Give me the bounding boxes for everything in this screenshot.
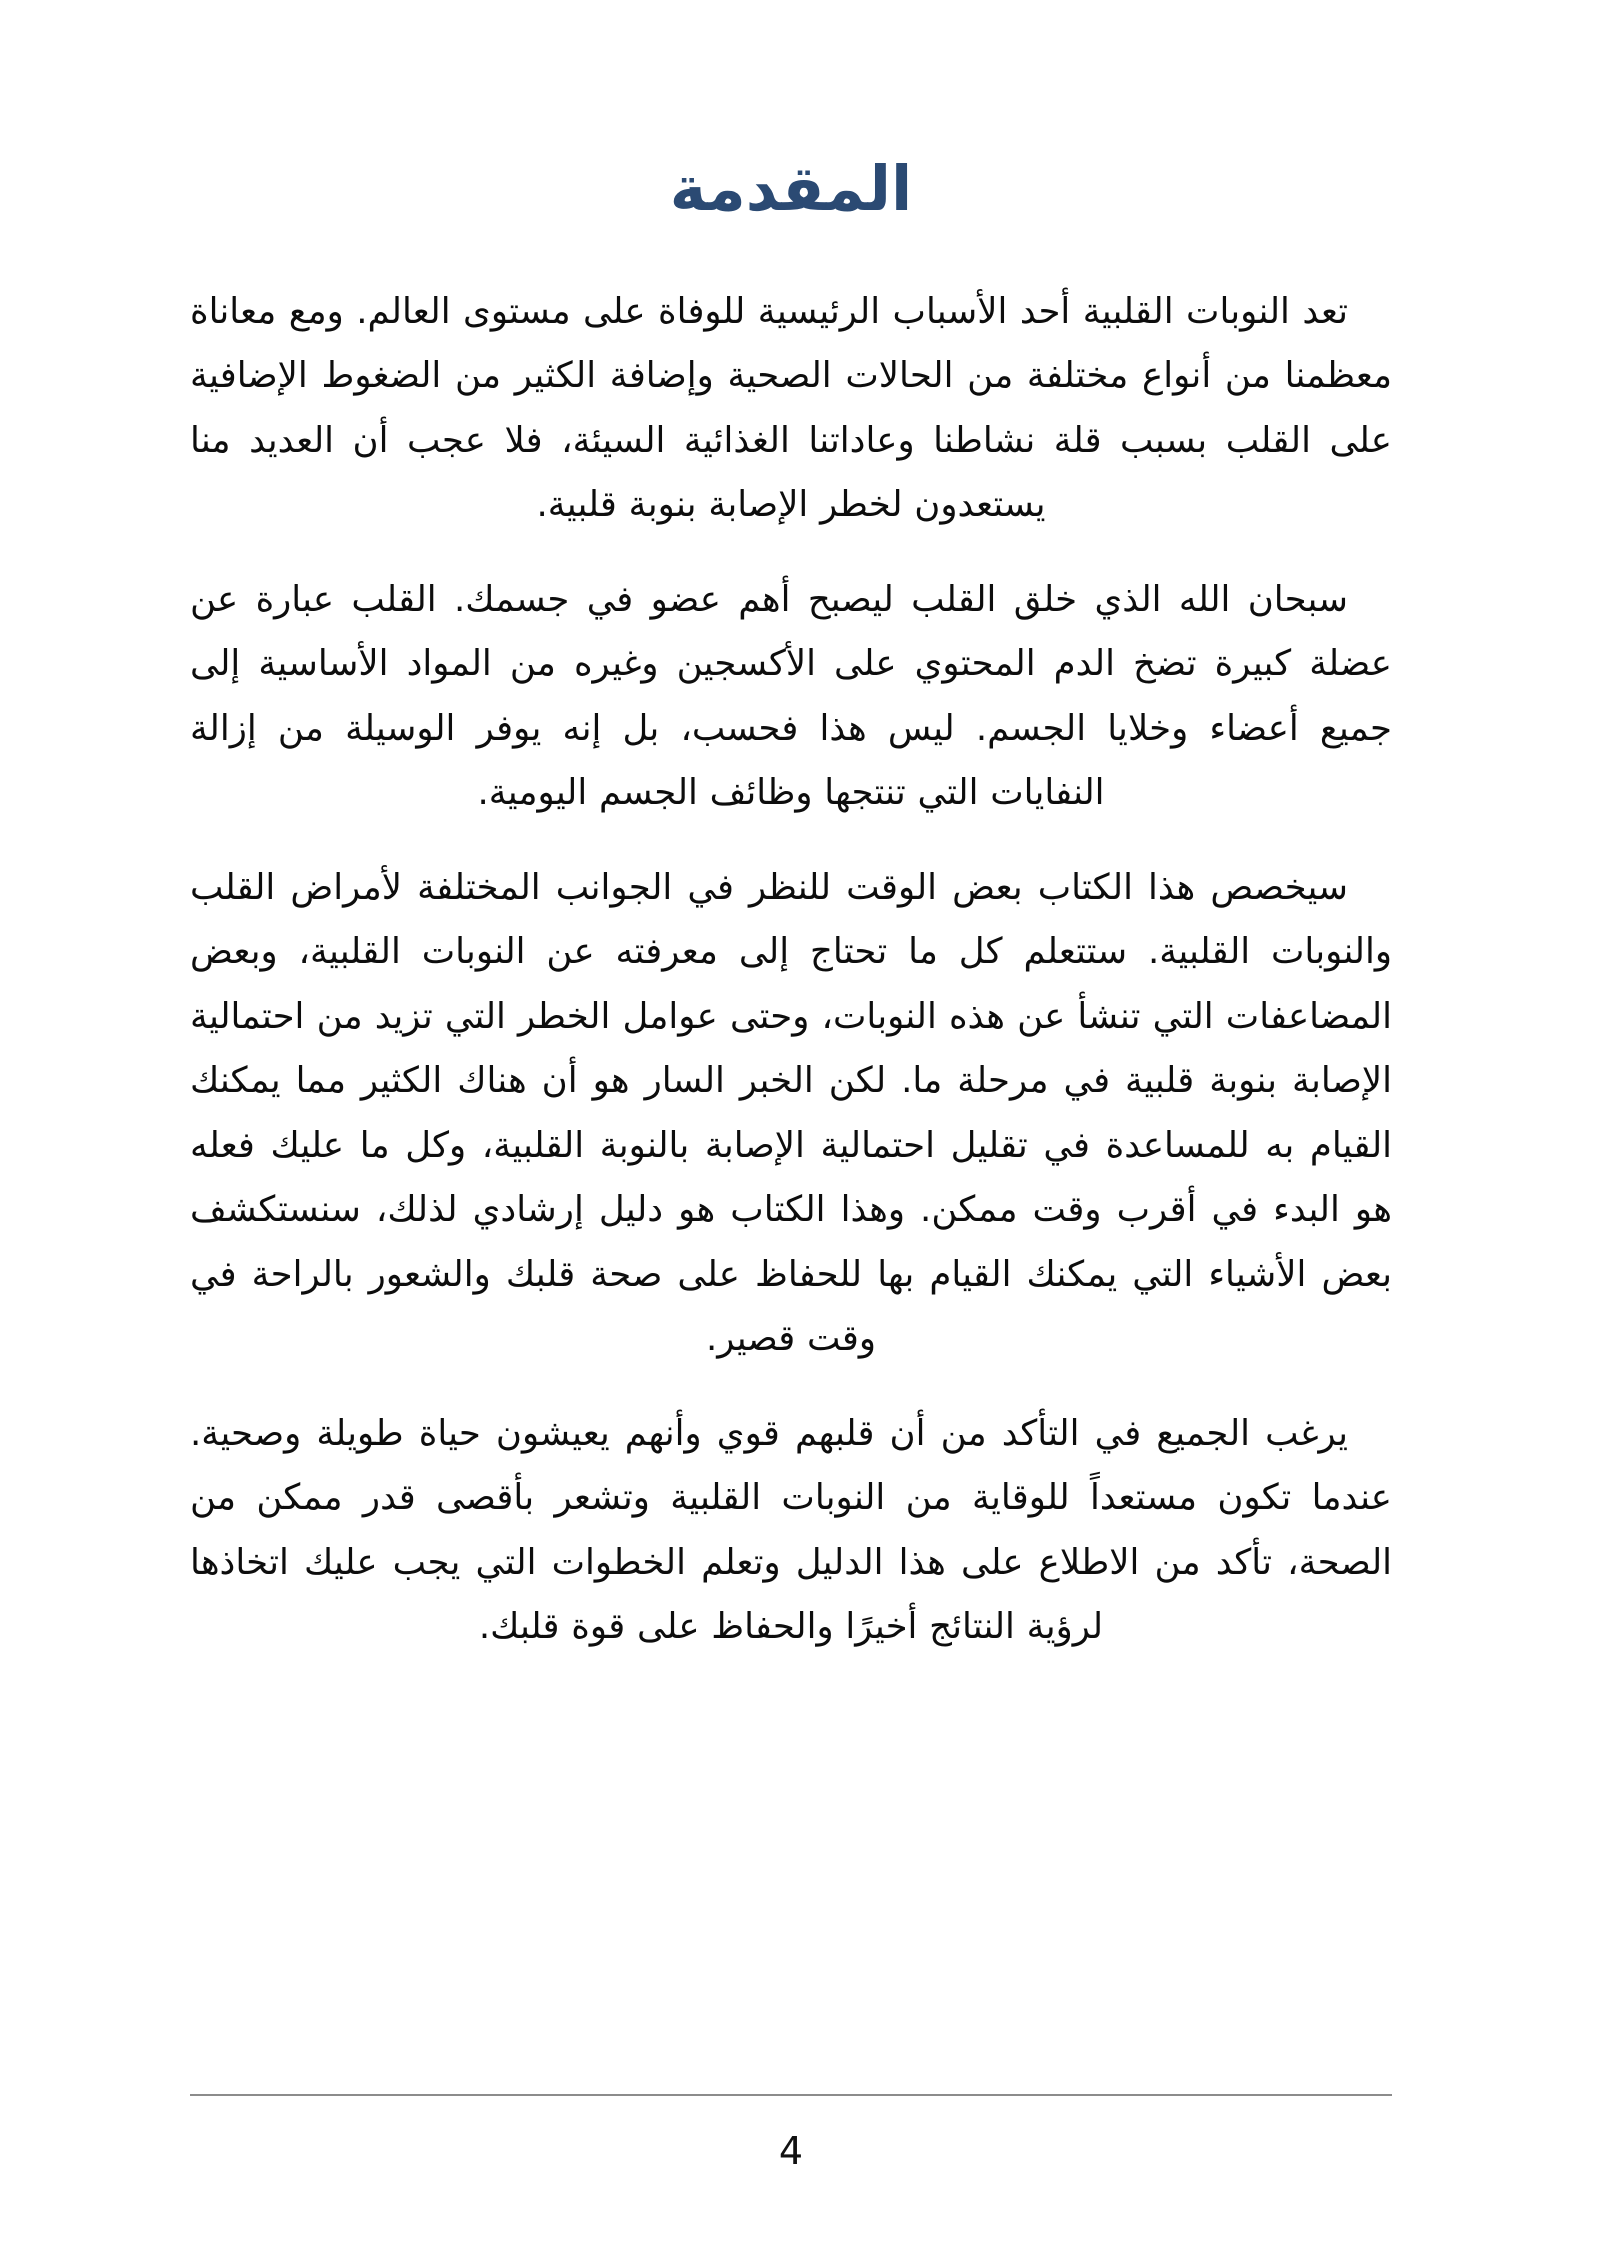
page-number: 4 — [778, 2129, 804, 2173]
footer-divider — [190, 2094, 1392, 2096]
body-paragraph-4: يرغب الجميع في التأكد من أن قلبهم قوي وأنهم يعيشون حياة طويلة وصحية. عندما تكون مستعداً للوقاية من النوبات القلبية وتشعر بأقصى قدر ممكن من الصحة، تأكد من الاطلاع على هذا الدليل وتعلم الخطوات التي يجب عليك اتخاذها لرؤية النتائج أخيرًا والحفاظ على قوة قلبك. — [190, 1412, 1392, 1647]
page-title: المقدمة — [669, 152, 913, 225]
body-paragraph-2: سبحان الله الذي خلق القلب ليصبح أهم عضو في جسمك. القلب عبارة عن عضلة كبيرة تضخ الدم المحتوي على الأكسجين وغيره من المواد الأساسية إلى جميع أعضاء وخلايا الجسم. ليس هذا فحسب، بل إنه يوفر الوسيلة من إزالة النفايات التي تنتجها وظائف الجسم اليومية. — [190, 578, 1392, 813]
body-paragraph-1: تعد النوبات القلبية أحد الأسباب الرئيسية للوفاة على مستوى العالم. ومع معاناة معظمنا من أنواع مختلفة من الحالات الصحية وإضافة الكثير من الضغوط الإضافية على القلب بسبب قلة نشاطنا وعاداتنا الغذائية السيئة، فلا عجب أن العديد منا يستعدون لخطر الإصابة بنوبة قلبية. — [190, 290, 1392, 525]
body-paragraph-3: سيخصص هذا الكتاب بعض الوقت للنظر في الجوانب المختلفة لأمراض القلب والنوبات القلبية. ستتعلم كل ما تحتاج إلى معرفته عن النوبات القلبية، وبعض المضاعفات التي تنشأ عن هذه النوبات، وحتى عوامل الخطر التي تزيد من احتمالية الإصابة بنوبة قلبية في مرحلة ما. لكن الخبر السار هو أن هناك الكثير مما يمكنك القيام به للمساعدة في تقليل احتمالية الإصابة بالنوبة القلبية، وكل ما عليك فعله هو البدء في أقرب وقت ممكن. وهذا الكتاب هو دليل إرشادي لذلك، سنستكشف بعض الأشياء التي يمكنك القيام بها للحفاظ على صحة قلبك والشعور بالراحة في وقت قصير. — [190, 866, 1392, 1359]
page-footer — [190, 2094, 1392, 2173]
